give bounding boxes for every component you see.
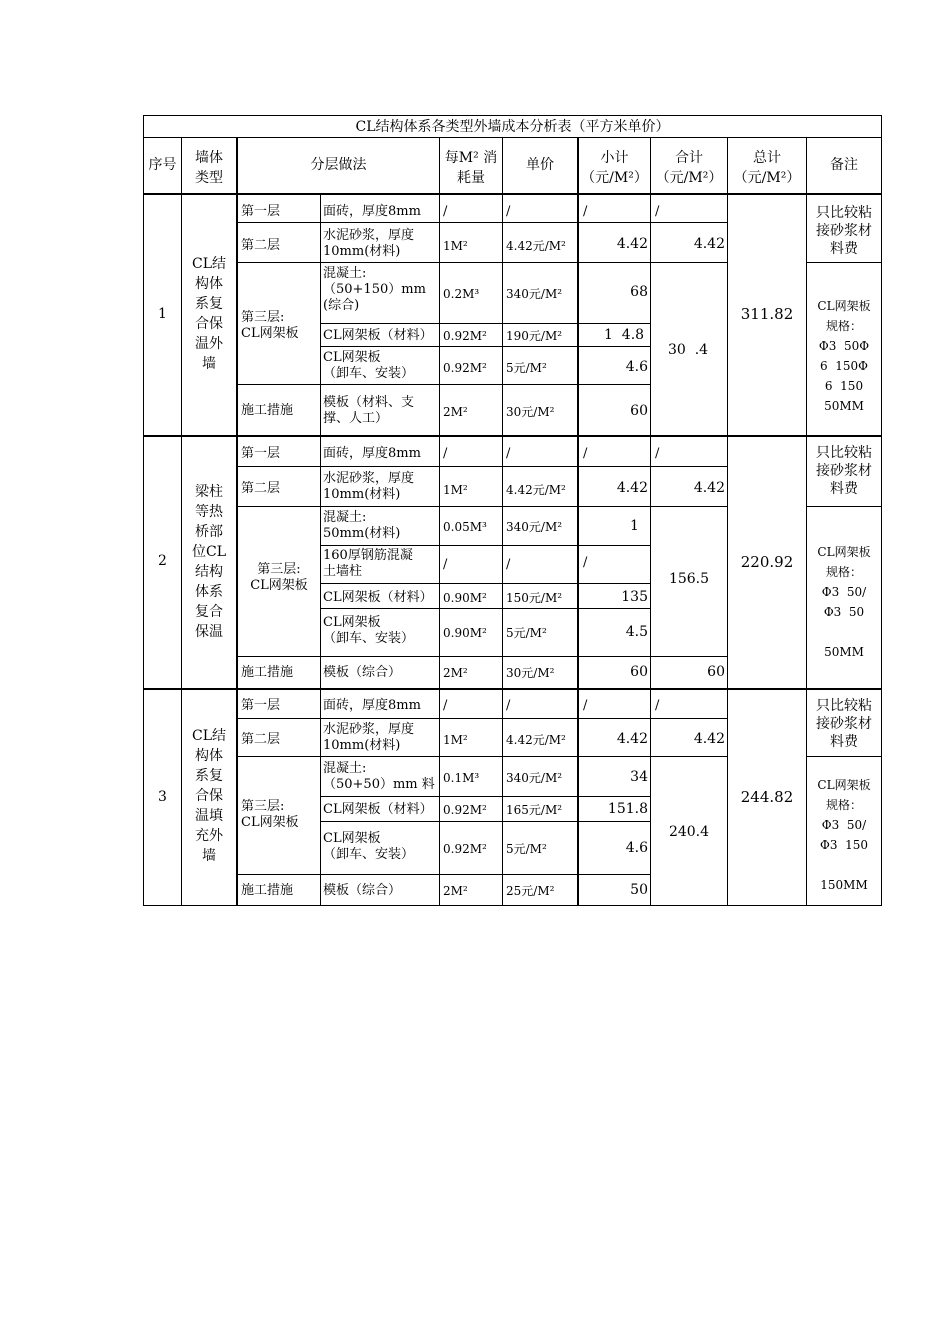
cell-sum: 30 .4	[668, 342, 709, 358]
g3-row-line	[237, 756, 728, 757]
cell-desc: 水泥砂浆，厚度 10mm(材料)	[323, 471, 415, 502]
group-1-measures: 施工措施	[241, 403, 294, 418]
cell-sub: 4.6	[625, 840, 648, 856]
cell-sub: 1 4.8	[604, 327, 645, 343]
cell-desc: 混凝土: （50+150）mm (综合)	[323, 266, 426, 313]
cell-qty: 1M²	[443, 239, 468, 253]
header-consumption: 每M² 消 耗量	[444, 150, 498, 186]
group-2-remark-bottom: CL网架板 规格： Φ3 50/ Φ3 50 50MM	[817, 545, 871, 659]
header-total: 总计 （元/M²）	[733, 150, 801, 186]
cell-sum: 4.42	[693, 480, 725, 496]
g3-row-line	[237, 718, 728, 719]
group-3-layer2: 第二层	[241, 732, 281, 747]
cell-price: 340元/M²	[506, 771, 563, 785]
g2-remark-line	[806, 506, 882, 507]
cell-qty: 0.05M³	[443, 520, 487, 534]
cell-sub: 4.5	[625, 624, 648, 640]
cell-desc: 水泥砂浆，厚度 10mm(材料)	[323, 228, 415, 259]
cell-sub: 151.8	[607, 801, 648, 817]
group-1-remark-top: 只比较粘 接砂浆材 料费	[816, 205, 872, 257]
col-line-5	[502, 137, 503, 906]
cell-qty: 0.92M²	[443, 329, 487, 343]
group-divider-2	[143, 688, 882, 690]
group-3-wall-type: CL结 构体 系复 合保 温填 充外 墙	[191, 728, 226, 864]
cell-desc: CL网架板（材料）	[323, 802, 433, 817]
group-2-layer3: 第三层: CL网架板	[250, 562, 308, 593]
border-bottom	[143, 905, 882, 906]
cell-desc: CL网架板（材料）	[323, 590, 433, 605]
cell-desc: CL网架板 （卸车、安装）	[323, 350, 415, 381]
cell-price: 340元/M²	[506, 520, 563, 534]
cell-sub: 4.42	[616, 480, 648, 496]
cell-price: 30元/M²	[506, 666, 555, 680]
cell-sub: 68	[630, 284, 648, 300]
col-line-3	[320, 194, 321, 906]
title-divider	[143, 137, 882, 138]
g2-row-line	[237, 506, 728, 507]
cell-desc: CL网架板 （卸车、安装）	[323, 831, 415, 862]
header-subtotal: 小计 （元/M²）	[581, 150, 648, 186]
cell-sum: /	[655, 698, 660, 713]
col-line-2	[236, 137, 238, 906]
cell-sum: 156.5	[668, 571, 710, 587]
cell-sub: 4.42	[616, 236, 648, 252]
group-2-no: 2	[158, 553, 167, 569]
g3-remark-line	[806, 756, 882, 757]
cell-price: 5元/M²	[506, 842, 547, 856]
cell-sub: /	[583, 698, 588, 713]
group-3-layer1: 第一层	[241, 698, 281, 713]
header-remark: 备注	[830, 157, 858, 173]
header-wall-type: 墙体 类型	[195, 150, 223, 186]
group-1-layer2: 第二层	[241, 238, 281, 253]
cell-desc: 面砖，厚度8mm	[323, 204, 421, 219]
header-sum: 合计 （元/M²）	[655, 150, 723, 186]
g2-row-line	[320, 545, 651, 546]
cell-sub: 4.6	[625, 359, 648, 375]
cell-sub: 60	[630, 403, 648, 419]
group-1-no: 1	[158, 306, 167, 322]
cell-desc: 面砖，厚度8mm	[323, 446, 421, 461]
group-2-layer2: 第二层	[241, 481, 281, 496]
cell-desc: CL网架板（材料）	[323, 328, 433, 343]
cell-sub: 34	[630, 769, 648, 785]
cell-sub: /	[583, 204, 588, 219]
g2-row-line	[320, 583, 651, 584]
cell-desc: 混凝土: 50mm(材料)	[323, 510, 401, 541]
cell-sub: 50	[630, 882, 648, 898]
cell-qty: 1M²	[443, 483, 468, 497]
group-1-remark-bottom: CL网架板 规格： Φ3 50Φ 6 150Φ 6 150 50MM	[817, 299, 871, 413]
group-2-layer1: 第一层	[241, 446, 281, 461]
group-3-measures: 施工措施	[241, 883, 294, 898]
cell-qty: 0.92M²	[443, 842, 487, 856]
cell-sum: 4.42	[693, 236, 725, 252]
cell-sub: /	[583, 555, 588, 570]
group-2-wall-type: 梁柱 等热 桥部 位CL 结构 体系 复合 保温	[191, 484, 226, 640]
cell-sum: 240.4	[668, 824, 710, 840]
border-left	[143, 115, 144, 906]
cell-desc: 混凝土: （50+50）mm 料	[323, 761, 435, 792]
cell-sub: /	[583, 446, 588, 461]
cell-desc: 模板（材料、支 撑、人工）	[323, 395, 415, 426]
group-3-layer3: 第三层: CL网架板	[241, 799, 299, 830]
g2-row-line	[320, 608, 651, 609]
cell-sub: 4.42	[616, 731, 648, 747]
cell-sum: /	[655, 204, 660, 219]
cell-sum: /	[655, 446, 660, 461]
cell-qty: /	[443, 698, 448, 713]
cell-sum: 4.42	[693, 731, 725, 747]
col-line-4	[439, 137, 440, 906]
cell-price: /	[506, 698, 511, 713]
cell-sub: 1	[630, 518, 639, 534]
cell-desc: CL网架板 （卸车、安装）	[323, 615, 415, 646]
table-title: CL结构体系各类型外墙成本分析表（平方米单价）	[355, 119, 670, 135]
cell-price: /	[506, 204, 511, 219]
group-2-measures: 施工措施	[241, 665, 294, 680]
group-3-remark-top: 只比较粘 接砂浆材 料费	[816, 698, 872, 750]
cell-desc: 面砖，厚度8mm	[323, 698, 421, 713]
cell-price: 5元/M²	[506, 361, 547, 375]
g2-row-line	[237, 656, 728, 657]
group-1-layer1: 第一层	[241, 204, 281, 219]
cell-price: 25元/M²	[506, 884, 555, 898]
g3-row-line	[237, 874, 651, 875]
group-1-wall-type: CL结 构体 系复 合保 温外 墙	[191, 256, 226, 372]
header-layer-method: 分层做法	[310, 157, 367, 173]
cell-price: 190元/M²	[506, 329, 563, 343]
cell-qty: 0.2M³	[443, 287, 480, 301]
g1-row-line	[237, 384, 651, 385]
cell-qty: /	[443, 204, 448, 219]
cell-price: 5元/M²	[506, 626, 547, 640]
cell-price: 4.42元/M²	[506, 483, 566, 497]
cell-desc: 水泥砂浆，厚度 10mm(材料)	[323, 722, 415, 753]
col-line-7	[650, 137, 651, 906]
cell-sub: 60	[630, 664, 648, 680]
col-line-6	[577, 137, 579, 906]
g1-row-line	[237, 222, 728, 223]
group-3-remark-bottom: CL网架板 规格： Φ3 50/ Φ3 150 150MM	[817, 778, 871, 892]
cell-price: 340元/M²	[506, 287, 563, 301]
group-1-total: 311.82	[740, 305, 794, 323]
cell-desc: 160厚钢筋混凝 土墙柱	[323, 548, 413, 579]
cell-desc: 模板（综合）	[323, 665, 402, 680]
header-no: 序号	[148, 157, 177, 173]
border-right	[881, 115, 882, 906]
cell-sum: 60	[707, 664, 725, 680]
g3-row-line	[320, 796, 651, 797]
cell-price: 4.42元/M²	[506, 733, 566, 747]
cell-price: 150元/M²	[506, 591, 563, 605]
cell-qty: 0.1M³	[443, 771, 480, 785]
cell-desc: 模板（综合）	[323, 883, 402, 898]
header-unit-price: 单价	[526, 157, 554, 173]
g1-row-line	[320, 346, 651, 347]
cell-qty: 0.90M²	[443, 626, 487, 640]
cell-qty: /	[443, 446, 448, 461]
g1-row-line	[320, 323, 651, 324]
header-divider	[143, 193, 882, 195]
group-1-layer3: 第三层: CL网架板	[241, 310, 299, 341]
cell-qty: 2M²	[443, 405, 468, 419]
cell-qty: 1M²	[443, 733, 468, 747]
g1-row-line	[237, 262, 728, 263]
group-3-no: 3	[158, 789, 167, 805]
group-2-remark-top: 只比较粘 接砂浆材 料费	[816, 445, 872, 497]
g2-row-line	[237, 466, 728, 467]
border-top	[143, 115, 882, 116]
cell-qty: 2M²	[443, 884, 468, 898]
cell-qty: 0.90M²	[443, 591, 487, 605]
cell-price: /	[506, 446, 511, 461]
cell-price: 165元/M²	[506, 803, 563, 817]
cell-price: /	[506, 557, 511, 572]
cell-qty: 0.92M²	[443, 361, 487, 375]
g1-remark-line	[806, 262, 882, 263]
group-2-total: 220.92	[740, 553, 794, 571]
cell-qty: 2M²	[443, 666, 468, 680]
cell-price: 4.42元/M²	[506, 239, 566, 253]
cell-qty: 0.92M²	[443, 803, 487, 817]
cell-price: 30元/M²	[506, 405, 555, 419]
cell-qty: /	[443, 557, 448, 572]
cell-sub: 135	[621, 589, 648, 605]
group-3-total: 244.82	[740, 788, 794, 806]
group-divider-1	[143, 435, 882, 437]
g3-row-line	[320, 821, 651, 822]
